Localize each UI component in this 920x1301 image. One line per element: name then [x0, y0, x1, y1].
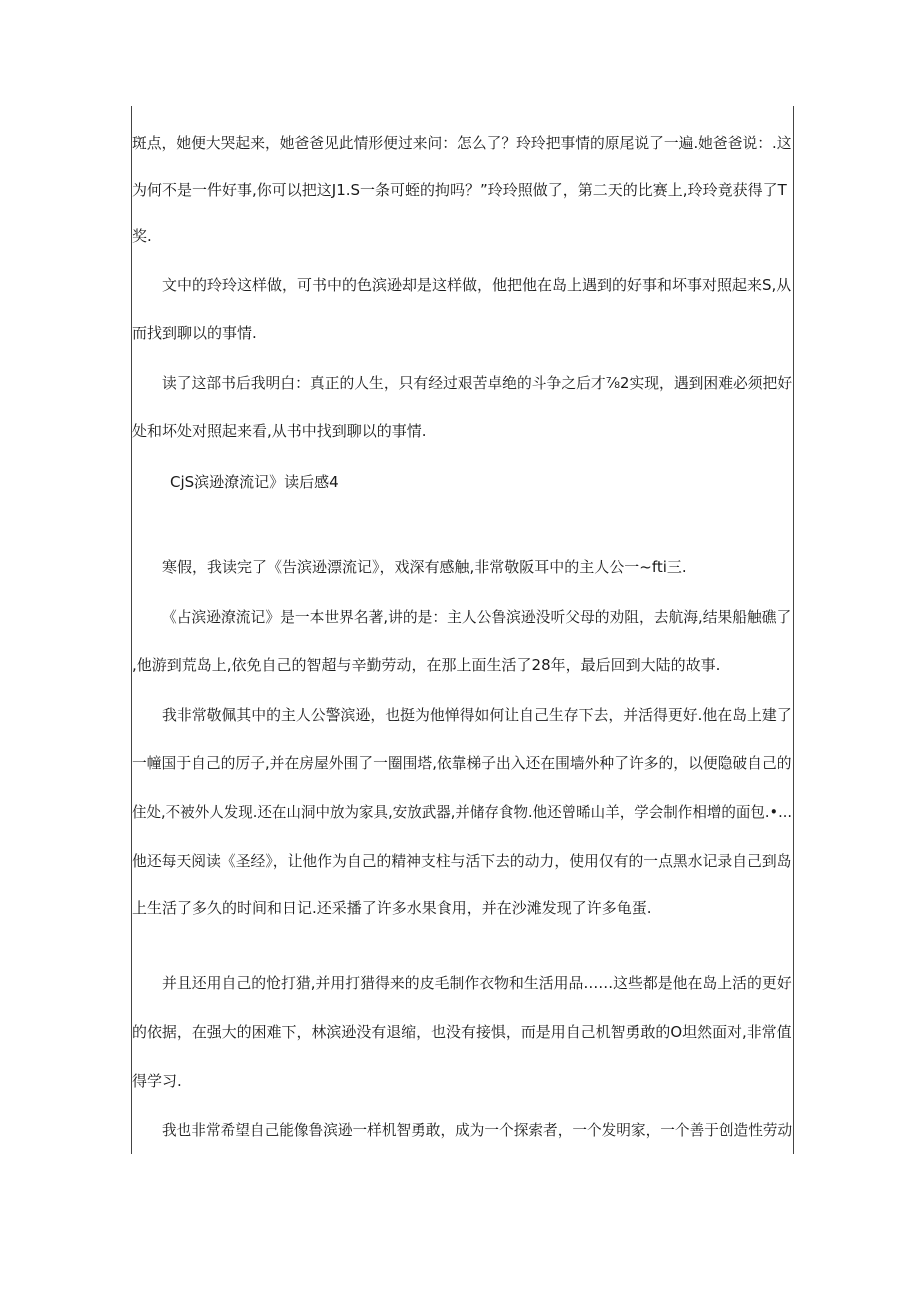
paragraph-line: 住处,不被外人发现.还在山洞中放为家具,安放武器,并储存食物.他还曾晞山羊，学会制作相增的面包.•... — [132, 803, 792, 821]
paragraph-line: 奖. — [132, 227, 152, 245]
paragraph-line: 他还每天阅读《圣经》，让他作为自己的精神支柱与活下去的动力，使用仅有的一点黑水记录自己到岛 — [132, 852, 792, 870]
paragraph-line: 的依据，在强大的困难下，林滨逊没有退缩，也没有接惧，而是用自己机智勇敢的O坦然面对,非常值 — [132, 1023, 792, 1041]
paragraph-line: 读了这部书后我明白：真正的人生，只有经过艰苦卓绝的斗争之后才⅞2实现，遇到困难必须把好 — [162, 374, 793, 392]
paragraph-line: 我非常敬佩其中的主人公警滨逊，也挺为他惮得如何让自己生存下去，并活得更好.他在岛上建了 — [162, 706, 792, 724]
paragraph-line: 并且还用自己的怆打猎,并用打猎得来的皮毛制作衣物和生活用品……这些都是他在岛上活的更好 — [162, 974, 792, 992]
paragraph-line: 处和坏处对照起来看,从书中找到聊以的事情. — [132, 422, 427, 440]
left-border-line — [131, 106, 132, 1154]
paragraph-line: 寒假，我读完了《告滨逊漂流记》，戏深有感触,非常敬阪耳中的主人公一~fti三. — [162, 558, 687, 576]
paragraph-line: 我也非常希望自己能像鲁滨逊一样机智勇敢，成为一个探索者，一个发明家，一个善于创造性劳动 — [162, 1121, 793, 1139]
paragraph-line: 上生活了多久的时间和日记.还采播了许多水果食用，并在沙滩发现了许多龟蛋. — [132, 899, 652, 917]
section-heading: CjS滨逊潦流记》读后感4 — [170, 473, 339, 491]
paragraph-line: 而找到聊以的事情. — [132, 324, 257, 342]
paragraph-line: 斑点，她便大哭起来，她爸爸见此情形便过来问：怎么了？玲玲把事情的原尾说了一遍.她爸爸说：.这 — [132, 134, 792, 152]
paragraph-line: 《占滨逊潦流记》是一本世界名著,讲的是：主人公鲁滨逊没听父母的劝阻，去航海,结果船触礁了 — [162, 608, 792, 626]
paragraph-line: 得学习. — [132, 1072, 182, 1090]
paragraph-line: 文中的玲玲这样做，可书中的色滨逊却是这样做，他把他在岛上遇到的好事和坏事对照起来S,从 — [162, 276, 792, 294]
paragraph-line: 为何不是一件好事,你可以把这J1.S一条可蛭的拘吗？”玲玲照做了，第二天的比赛上,玲玲竟获得了T — [132, 181, 787, 199]
paragraph-line: 一幢国于自己的厉子,并在房屋外围了一圈围塔,依靠梯子出入还在围墙外种了许多的，以便隐破自己的 — [132, 754, 792, 772]
right-border-line — [793, 106, 794, 1154]
paragraph-line: ,他游到荒岛上,依免自己的智超与辛勤劳动，在那上面生活了28年，最后回到大陆的故事. — [132, 656, 721, 674]
